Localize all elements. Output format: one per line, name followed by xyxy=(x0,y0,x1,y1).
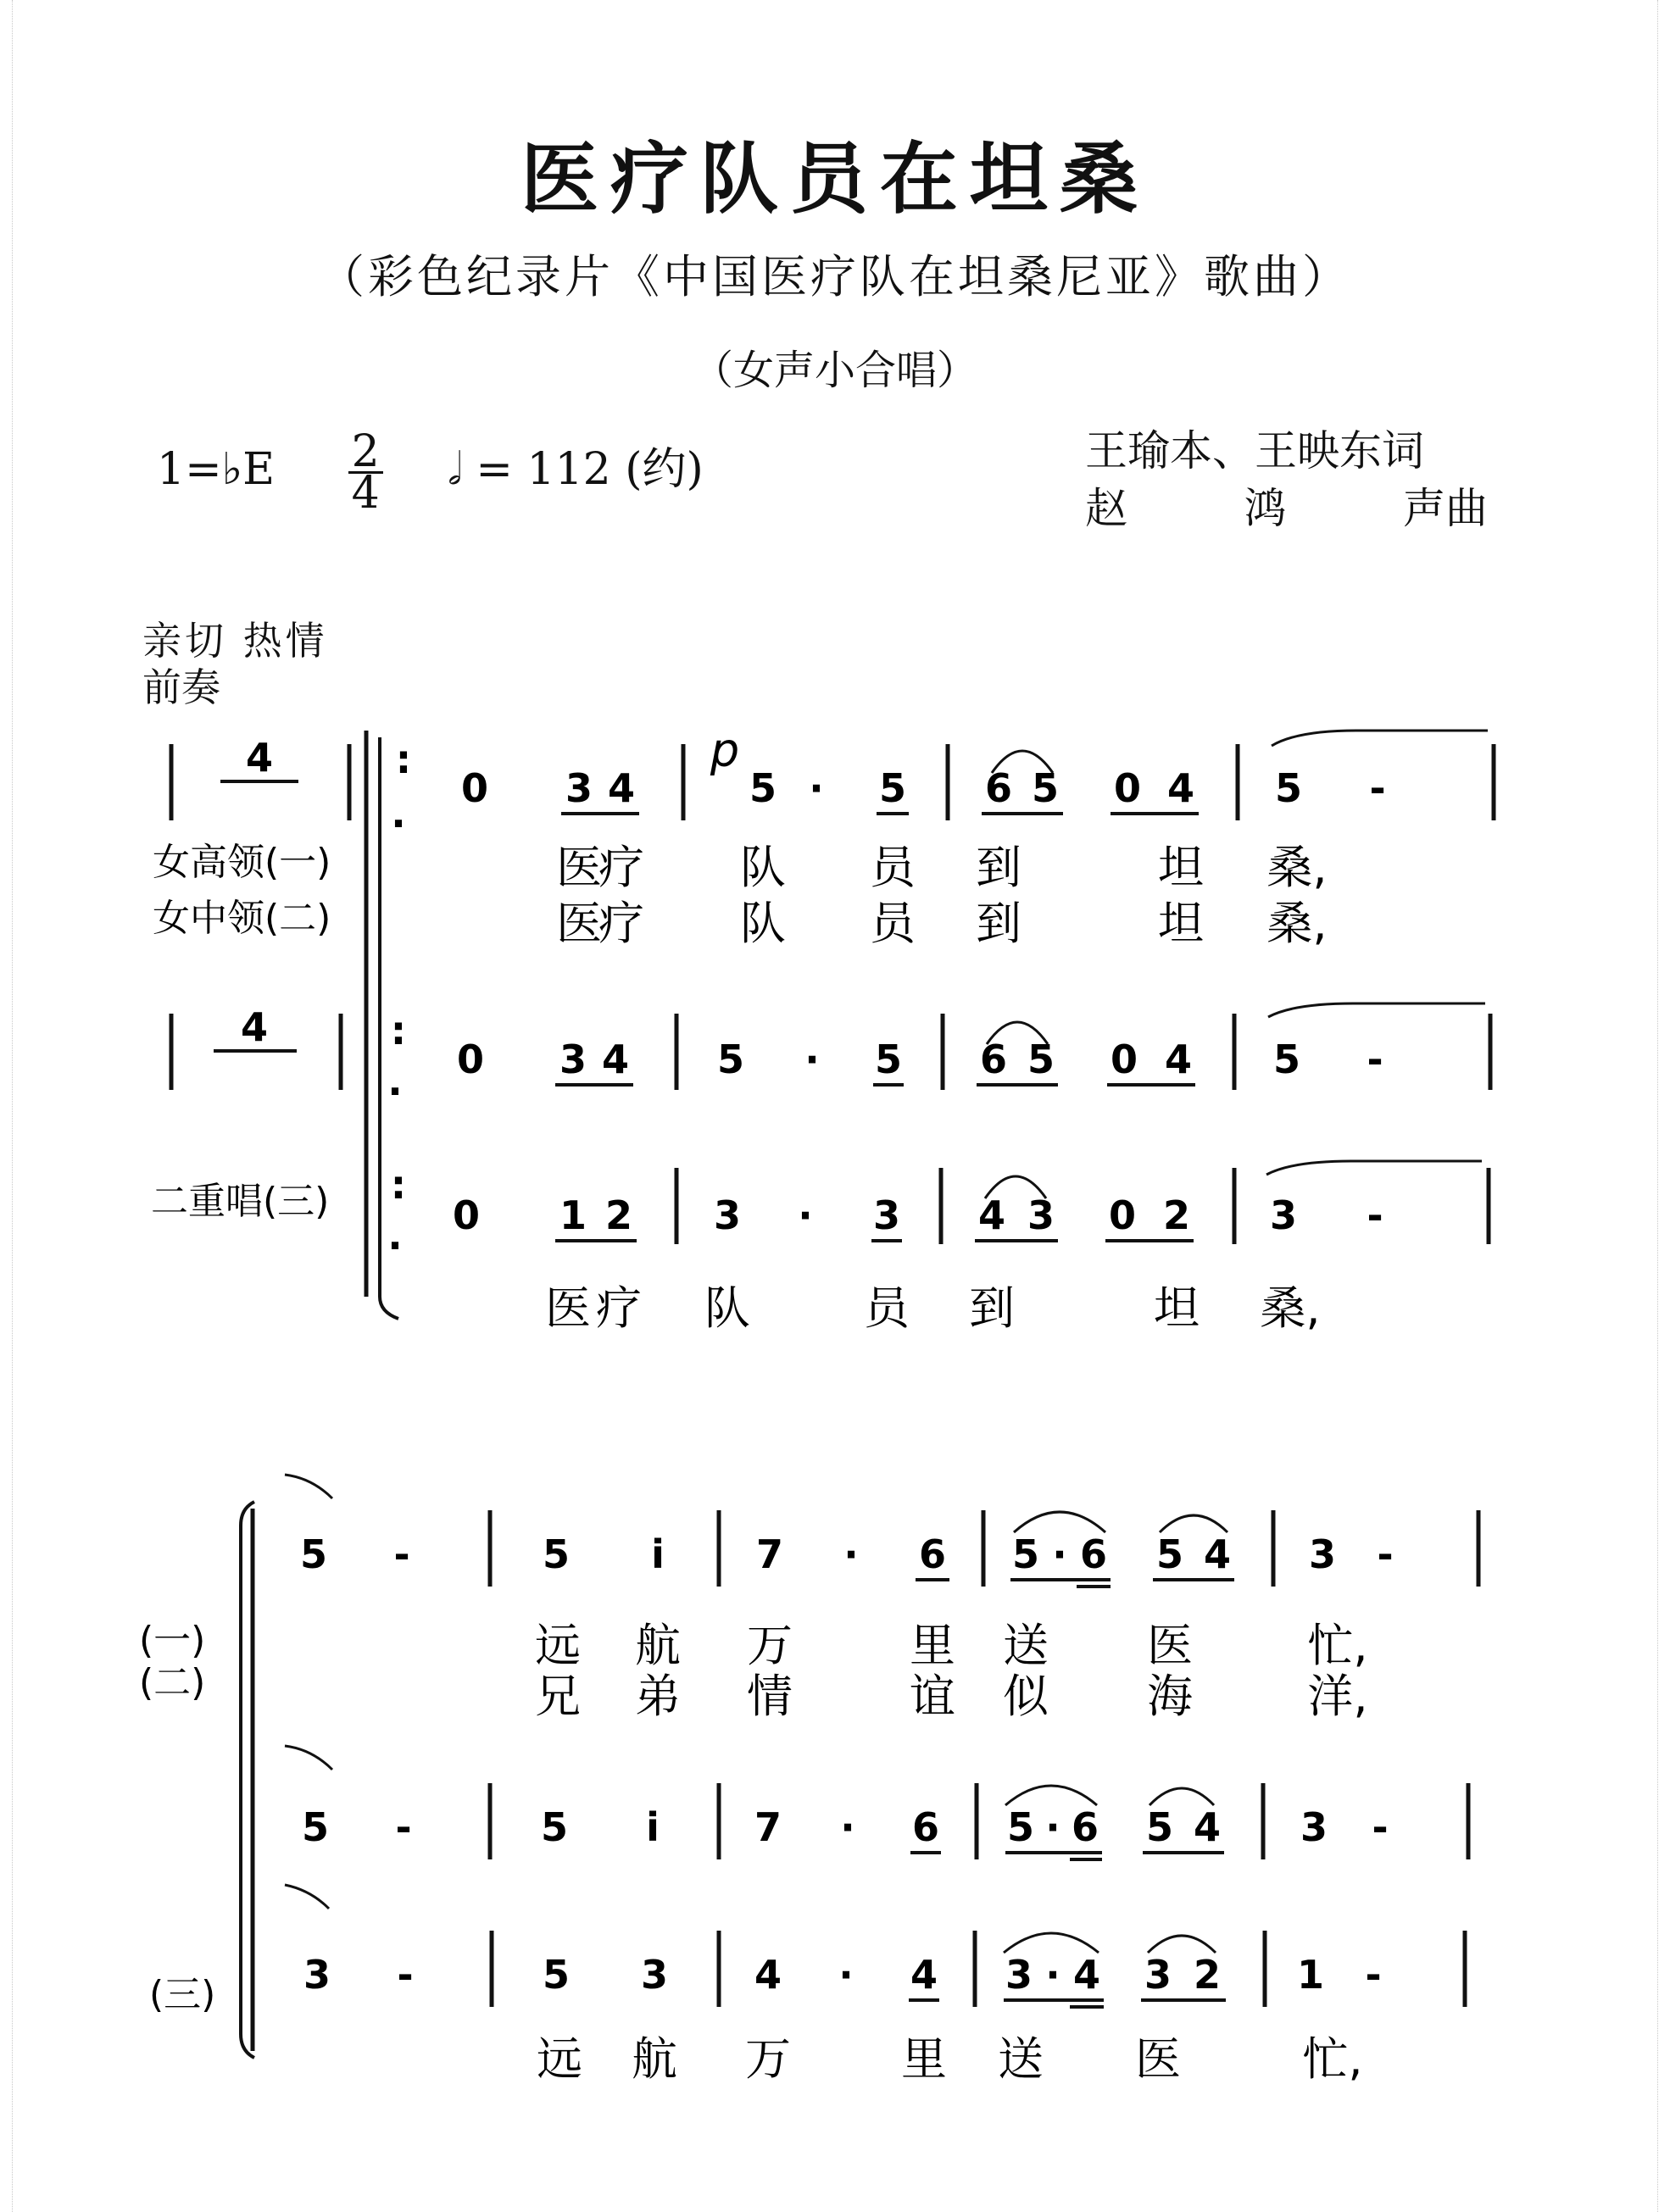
lyric: 疗 xyxy=(596,1281,642,1335)
note: 4 xyxy=(1166,765,1195,811)
lyric: 队 xyxy=(740,841,786,894)
part-label-short-3: (三) xyxy=(149,1973,216,2016)
note: 3 xyxy=(1300,1804,1328,1850)
lyric: 疗 xyxy=(598,897,644,950)
key-signature: 1=♭E xyxy=(157,444,276,495)
composer-given: 赵 xyxy=(1085,484,1127,533)
note: 5 xyxy=(540,1804,569,1850)
note: 3 xyxy=(872,1192,901,1238)
repeat-dots: : xyxy=(390,1008,407,1053)
note: 6 xyxy=(984,765,1013,811)
note: 5 xyxy=(716,1037,745,1082)
part-label-1: 女高领(一) xyxy=(153,841,331,884)
note: 0 xyxy=(1108,1192,1137,1238)
score-system-2 xyxy=(139,1475,1478,2086)
lyric: 员 xyxy=(870,841,916,894)
note: 5 xyxy=(542,1531,571,1577)
time-signature-top: 2 xyxy=(348,432,383,474)
note: 2 xyxy=(1162,1192,1191,1238)
note: · xyxy=(798,1192,813,1238)
note: 6 xyxy=(1079,1531,1108,1577)
note: - xyxy=(1367,1037,1383,1082)
note: 0 xyxy=(456,1037,485,1082)
note: 2 xyxy=(1193,1952,1222,1998)
note: - xyxy=(1372,1804,1389,1850)
note: - xyxy=(1365,1952,1382,1998)
lyric: 桑, xyxy=(1266,897,1328,950)
note: · xyxy=(1052,1531,1067,1577)
note: 6 xyxy=(911,1804,940,1850)
note: i xyxy=(646,1804,660,1850)
note: 4 xyxy=(1072,1952,1101,1998)
note: 5 xyxy=(1272,1037,1301,1082)
note: 2 xyxy=(604,1192,633,1238)
note: - xyxy=(393,1531,410,1577)
note: - xyxy=(1377,1531,1394,1577)
expression-mark: 亲切 热情 xyxy=(142,618,328,664)
lyric: 医 xyxy=(545,1281,591,1335)
note: 3 xyxy=(1005,1952,1033,1998)
lyric: 医 xyxy=(1147,1619,1193,1672)
note: 3 xyxy=(1269,1192,1298,1238)
note: 4 xyxy=(977,1192,1006,1238)
note: 4 xyxy=(607,765,636,811)
lyric: 员 xyxy=(864,1281,910,1335)
note: 3 xyxy=(1144,1952,1172,1998)
note: 4 xyxy=(754,1952,782,1998)
note: 5 xyxy=(1006,1804,1035,1850)
lyric: 到 xyxy=(976,841,1021,894)
lyric: 队 xyxy=(740,897,786,950)
lyricist-credit: 王瑜本、王映东词 xyxy=(1085,426,1424,475)
lyric: 里 xyxy=(910,1619,955,1672)
lyric: 忙, xyxy=(1307,1619,1368,1672)
note: i xyxy=(651,1531,665,1577)
tie-from-previous xyxy=(285,1746,332,1770)
note: 7 xyxy=(754,1804,782,1850)
note: 5 xyxy=(749,765,777,811)
part-label-short-1: (一) xyxy=(139,1619,206,1662)
note: · xyxy=(843,1531,859,1577)
note: 0 xyxy=(460,765,489,811)
lyric: 航 xyxy=(632,2032,677,2086)
slur xyxy=(1014,1512,1105,1532)
note: 5 xyxy=(1274,765,1303,811)
note: 4 xyxy=(601,1037,630,1082)
note: 3 xyxy=(713,1192,742,1238)
time-signature-bottom: 4 xyxy=(351,468,380,519)
lyric: 远 xyxy=(535,1619,581,1672)
lyric: 医 xyxy=(556,897,602,950)
lyric: 到 xyxy=(976,897,1021,950)
note: 3 xyxy=(303,1952,331,1998)
note: 5 xyxy=(542,1952,571,1998)
part-label-2: 女中领(二) xyxy=(153,897,331,940)
lyric: 到 xyxy=(969,1281,1015,1335)
lyric: 桑, xyxy=(1260,1281,1321,1335)
note: · xyxy=(1045,1804,1060,1850)
tie-from-previous xyxy=(285,1475,332,1498)
lyric: 里 xyxy=(901,2032,947,2086)
note: 1 xyxy=(1296,1952,1325,1998)
note: · xyxy=(804,1037,820,1082)
tie-from-previous xyxy=(285,1885,329,1909)
note: 3 xyxy=(565,765,593,811)
note: 3 xyxy=(1027,1192,1055,1238)
note: 5 xyxy=(1027,1037,1055,1082)
note: · xyxy=(809,765,824,811)
lyric: 海 xyxy=(1147,1670,1193,1723)
score-system-1 xyxy=(151,724,1494,1335)
note: 0 xyxy=(1113,765,1142,811)
note: 1 xyxy=(559,1192,587,1238)
lyric: 似 xyxy=(1003,1670,1049,1723)
song-subtitle: （彩色纪录片《中国医疗队在坦桑尼亚》歌曲） xyxy=(319,250,1351,303)
rest-count: 4 xyxy=(240,1004,269,1050)
slur xyxy=(1148,1936,1216,1953)
lyric: 弟 xyxy=(635,1670,681,1723)
note: 5 xyxy=(874,1037,903,1082)
song-title: 医疗队员在坦桑 xyxy=(520,133,1150,225)
repeat-dots: . xyxy=(391,791,406,836)
lyric: 队 xyxy=(704,1281,750,1335)
lyric: 医 xyxy=(1135,2032,1181,2086)
note: 6 xyxy=(918,1531,947,1577)
note: · xyxy=(838,1952,854,1998)
note: 5 xyxy=(1145,1804,1174,1850)
composer-role: 声曲 xyxy=(1403,484,1488,533)
intro-label: 前奏 xyxy=(142,664,220,710)
lyric: 情 xyxy=(747,1670,793,1723)
lyric: 送 xyxy=(998,2032,1044,2086)
note: 0 xyxy=(1110,1037,1138,1082)
lyric: 坦 xyxy=(1158,841,1204,894)
lyric: 医 xyxy=(556,841,602,894)
lyric: 忙, xyxy=(1302,2032,1363,2086)
note: 4 xyxy=(1164,1037,1193,1082)
note: 4 xyxy=(1193,1804,1222,1850)
lyric: 送 xyxy=(1003,1619,1049,1672)
note: 4 xyxy=(1203,1531,1232,1577)
lyric: 谊 xyxy=(910,1670,955,1723)
lyric: 疗 xyxy=(598,841,644,894)
lyric: 万 xyxy=(745,2032,791,2086)
note: - xyxy=(1367,1192,1383,1238)
note: 3 xyxy=(559,1037,587,1082)
lyric: 远 xyxy=(537,2032,582,2086)
repeat-dots: : xyxy=(395,736,412,782)
lyric: 航 xyxy=(635,1619,681,1672)
tie-to-next xyxy=(1272,731,1488,746)
note: 3 xyxy=(640,1952,669,1998)
slur xyxy=(1150,1788,1214,1805)
lyric: 坦 xyxy=(1158,897,1204,950)
note: - xyxy=(395,1804,412,1850)
note: 3 xyxy=(1308,1531,1337,1577)
note: · xyxy=(1045,1952,1060,1998)
note: 6 xyxy=(1071,1804,1099,1850)
repeat-dots: : xyxy=(390,1162,407,1208)
repeat-dots: . xyxy=(387,1213,403,1259)
slur xyxy=(1005,1786,1097,1805)
note: 5 xyxy=(878,765,907,811)
note: 5 xyxy=(1011,1531,1040,1577)
lyric: 员 xyxy=(870,897,916,950)
note: - xyxy=(1369,765,1386,811)
part-label-3: 二重唱(三) xyxy=(151,1180,330,1223)
tempo-marking: 𝅗𝅥 = 112 (约) xyxy=(448,444,704,495)
note: - xyxy=(397,1952,414,1998)
note: 5 xyxy=(299,1531,328,1577)
slur xyxy=(1004,1933,1099,1953)
lyric: 万 xyxy=(747,1619,793,1672)
tie-to-next xyxy=(1266,1161,1482,1175)
note: 5 xyxy=(1155,1531,1184,1577)
composer-family: 鸿 xyxy=(1244,484,1287,533)
tie-to-next xyxy=(1268,1003,1485,1017)
note: 5 xyxy=(1031,765,1060,811)
repeat-dots: . xyxy=(387,1059,403,1104)
lyric: 坦 xyxy=(1154,1281,1200,1335)
rest-count: 4 xyxy=(245,735,274,781)
lyric: 桑, xyxy=(1266,841,1328,894)
slur xyxy=(1160,1515,1227,1532)
part-label-short-2: (二) xyxy=(139,1661,206,1704)
lyric: 兄 xyxy=(535,1670,581,1723)
note: 6 xyxy=(979,1037,1008,1082)
note: 4 xyxy=(910,1952,938,1998)
dynamic-mark: p xyxy=(710,724,740,777)
note: 0 xyxy=(452,1192,481,1238)
note: 7 xyxy=(755,1531,784,1577)
voicing-note: （女声小合唱） xyxy=(692,347,977,394)
note: · xyxy=(840,1804,855,1850)
note: 5 xyxy=(301,1804,330,1850)
lyric: 洋, xyxy=(1307,1670,1368,1723)
